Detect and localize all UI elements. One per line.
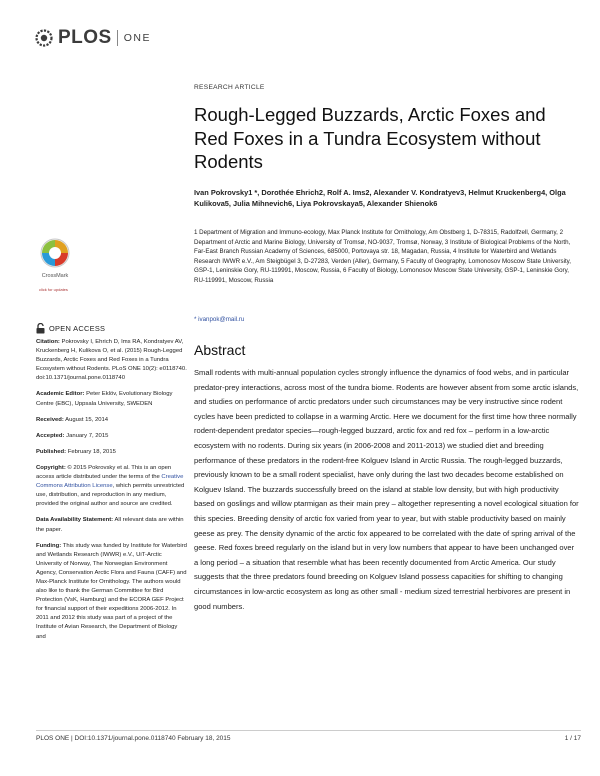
page-number: 1 / 17 xyxy=(564,735,581,742)
page-footer xyxy=(36,735,581,742)
crossmark-sublabel: click for updates xyxy=(39,287,68,292)
funding: Funding: This study was funded by Institute for Waterbird and Wetlands Research (IWWR) e.V., UiT-Arctic University of Norway, The Norwegian Environment Agency, Conservation Arctic Flora and Fauna (CAFF) and Max-Planck Institute for Ornithology. The authors would also like to thank the German Committee for Bird Protection (VsK, Hamburg) and the ECORA GEF Project for financial support of their expeditions 2006-2012. In 2011 and 2012 this study was part of a project of the Institute of Avian Research, the Department of Biology and xyxy=(36,542,187,640)
svg-text:CrossMark: CrossMark xyxy=(41,273,69,279)
corresponding-email[interactable]: * ivanpok@mail.ru xyxy=(194,316,245,323)
abstract-text: Small rodents with multi-annual population cycles strongly influence the dynamics of food webs, and in particular predator-prey interactions, across most of the tundra biome. Rodents are however absent from some arctic islands, and studies on performance of arctic predators under such circumstances may be very instructive since rodent cycles have been predicted to collapse in a warming Arctic. Here we document for the first time how three normally rodent-dependent predator species—rough-legged buzzard, arctic fox and red fox – perform in a low-arctic ecosystem with no rodents. During six years (in 2006-2008 and 2011-2013) we studied diet and breeding performance of these predators in the rodent-free Kolguev Island in Arctic Russia. The rough-legged buzzards, previously known to be a small rodent specialist, have only during the last two decades become established on Kolguev Island. The buzzards successfully breed on the island at stable low density, but with high productivity based on goslings and willow ptarmigan as their main prey – altogether representing a novel ecological situation for this species. Breeding density of arctic fox varied from year to year, but with stable productivity based on mainly geese as prey. The density dynamic of the arctic fox appeared to be correlated with the date of spring arrival of the geese. Red foxes breed regularly on the island but in very low numbers that appear to have been unchanged over a long period – a situation that resemble what has been recently documented from Arctic America. Our study suggests that the three predators found breeding on Kolguev Island possess capacities for shifting to changing circumstances in low-arctic ecosystem as long as other small - medium sized terrestrial herbivores are present in good numbers. xyxy=(194,368,579,611)
article-type: RESEARCH ARTICLE xyxy=(194,84,265,91)
plos-logo-icon xyxy=(34,28,54,48)
logo-divider xyxy=(117,30,118,46)
academic-editor: Academic Editor: Peter Eklöv, Evolutionary Biology Centre (EBC), Uppsala University, SWEDEN xyxy=(36,391,173,407)
accepted-date: Accepted: January 7, 2015 xyxy=(36,432,109,439)
license-link[interactable]: Creative Commons Attribution License xyxy=(36,474,184,490)
open-lock-icon xyxy=(36,323,45,334)
citation: Citation: Pokrovsky I, Ehrich D, Ims RA, Kondratyev AV, Kruckenberg H, Kulikova O, et al. (2015) Rough-Legged Buzzards, Arctic Foxes and Red Foxes in a Tundra Ecosystem without Rodents. PLoS ONE 10(2): e0118740. doi:10.1371/journal.pone.0118740 xyxy=(36,339,187,382)
article-title: Rough-Legged Buzzards, Arctic Foxes and Red Foxes in a Tundra Ecosystem without Rodents xyxy=(194,104,546,172)
received-date: Received: August 15, 2014 xyxy=(36,416,109,423)
crossmark-badge[interactable] xyxy=(35,235,75,295)
footer-divider xyxy=(36,730,581,731)
brand-name: PLOS xyxy=(58,27,112,48)
affiliations: 1 Department of Migration and Immuno-ecology, Max Planck Institute for Ornithology, Am Obstberg 1, D-78315, Radolfzell, Germany, 2 Department of Arctic and Marine Biology, University of Tromsø, NO-9037, Tromsø, Norway, 3 Institute of Biological Problems of the North, Far-East Branch Russian Academy of Sciences, 685000, Portovaya str. 18, Magadan, Russia, 4 Institute for Waterbird and Wetlands Research IWWR e.V., Am Steigbügel 3, D-27283, Verden (Aller), Germany, 5 Faculty of Geography, Lomonosov Moscow State University, GSP-1, Leninskie Gory, RU-119991, Moscow, Russia, 6 Faculty of Biology, Lomonosov Moscow State University, GSP-1, Leninskie Gory, RU-119991, Moscow, Russia xyxy=(194,229,572,284)
copyright: Copyright: © 2015 Pokrovsky et al. This is an open access article distributed under the terms of the Creative Commons Attribution License, which permits unrestricted use, distribution, and reproduction in any medium, provided the original author and source are credited. xyxy=(36,464,185,508)
published-date: Published: February 18, 2015 xyxy=(36,448,116,455)
data-availability: Data Availability Statement: All relevant data are within the paper. xyxy=(36,517,184,533)
author-list: Ivan Pokrovsky1 *, Dorothée Ehrich2, Rolf A. Ims2, Alexander V. Kondratyev3, Helmut Kruckenberg4, Olga Kulikova5, Julia Mihnevich6, Liya Pokrovskaya5, Alexander Shienok6 xyxy=(194,188,566,208)
journal-name: ONE xyxy=(123,32,151,44)
journal-logo xyxy=(34,27,151,49)
crossmark-icon xyxy=(35,235,75,285)
footer-citation: PLOS ONE | DOI:10.1371/journal.pone.0118740 February 18, 2015 xyxy=(36,735,231,742)
open-access-label: OPEN ACCESS xyxy=(36,323,188,334)
article-metadata-sidebar xyxy=(36,323,188,649)
abstract-heading: Abstract xyxy=(194,342,246,358)
